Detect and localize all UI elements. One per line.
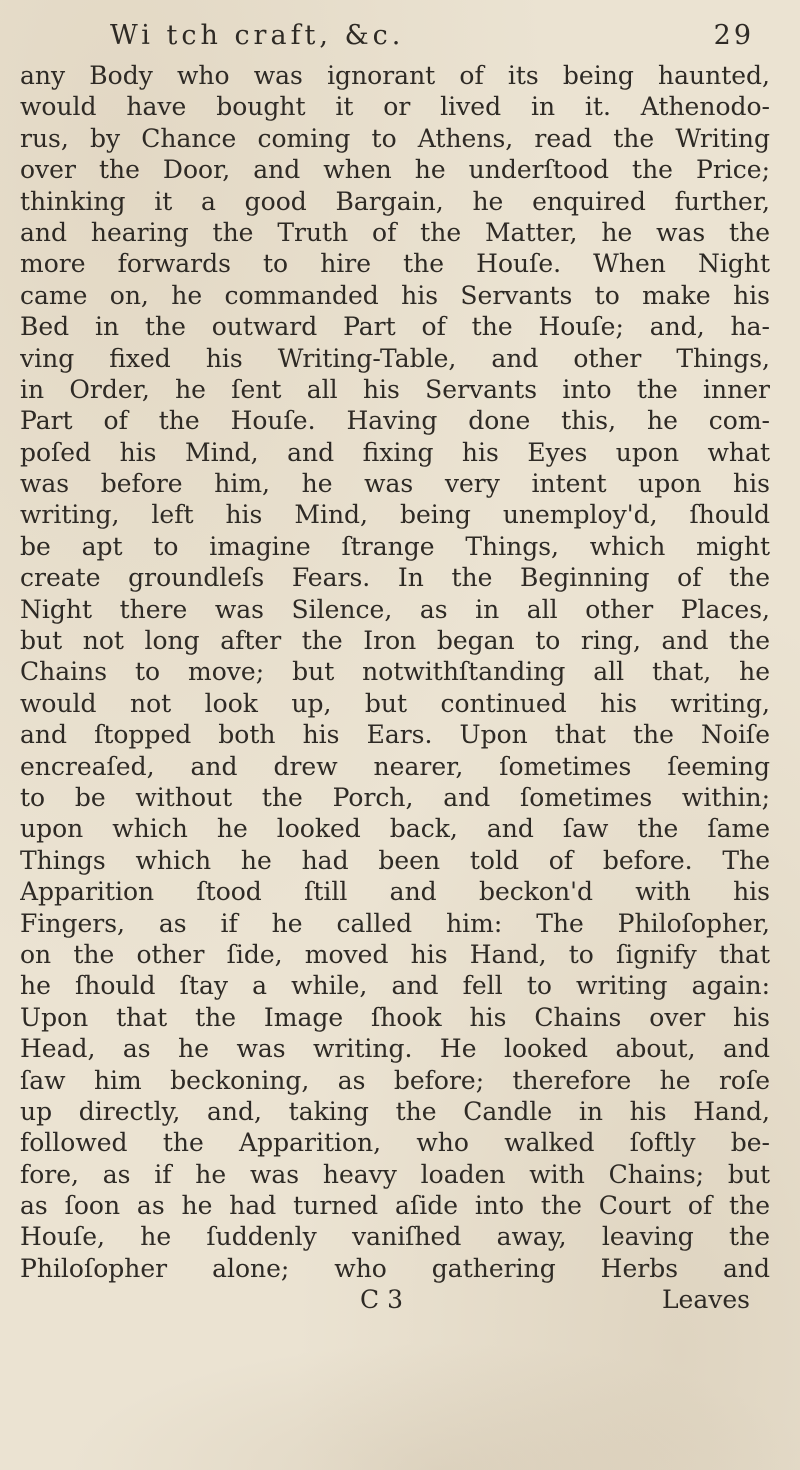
text-line: followed the Apparition, who walked ſoftly be- [20,1128,770,1158]
text-line: fore, as if he was heavy loaden with Chains; but [20,1159,770,1189]
text-line: thinking it a good Bargain, he enquired further, [20,186,770,216]
text-line: to be without the Porch, and ſometimes within; [20,782,770,812]
signature-mark: C 3 [360,1285,403,1315]
text-line: would have bought it or lived in it. Athenodo- [20,92,770,122]
text-line: Apparition ſtood ſtill and beckon'd with his [20,877,770,907]
body-text [20,60,770,1284]
text-line: ving fixed his Writing-Table, and other Things, [20,343,770,373]
text-line: Head, as he was writing. He looked about, and [20,1034,770,1064]
text-line: Bed in the outward Part of the Houſe; and, ha- [20,312,770,342]
text-line: as ſoon as he had turned aſide into the Court of the [20,1191,770,1221]
text-line: was before him, he was very intent upon his [20,469,770,499]
text-line: upon which he looked back, and ſaw the ſame [20,814,770,844]
text-line: more forwards to hire the Houſe. When Night [20,249,770,279]
paper-stain [0,1320,800,1470]
text-line: came on, he commanded his Servants to make his [20,280,770,310]
text-line: and ſtopped both his Ears. Upon that the Noiſe [20,720,770,750]
text-line: Chains to move; but notwithſtanding all that, he [20,657,770,687]
text-line: and hearing the Truth of the Matter, he was the [20,217,770,247]
text-line: any Body who was ignorant of its being haunted, [20,61,770,90]
text-line: encreaſed, and drew nearer, ſometimes ſeeming [20,751,770,781]
text-line: ſaw him beckoning, as before; therefore he roſe [20,1065,770,1095]
text-line: Upon that the Image ſhook his Chains over his [20,1002,770,1032]
text-line: Houſe, he ſuddenly vaniſhed away, leaving the [20,1222,770,1252]
text-line: Fingers, as if he called him: The Philoſopher, [20,908,770,938]
text-line: up directly, and, taking the Candle in his Hand, [20,1096,770,1126]
page-number: 29 [713,20,754,51]
text-line: Things which he had been told of before. The [20,845,770,875]
text-line: create groundleſs Fears. In the Beginning of the [20,563,770,593]
text-line: be apt to imagine ſtrange Things, which might [20,531,770,561]
text-line: Part of the Houſe. Having done this, he com- [20,406,770,436]
text-line: in Order, he ſent all his Servants into the inner [20,374,770,404]
catchword: Leaves [661,1285,750,1315]
text-line: poſed his Mind, and fixing his Eyes upon what [20,437,770,467]
text-line: over the Door, and when he underſtood the Price; [20,155,770,185]
text-line: would not look up, but continued his writing, [20,688,770,718]
text-line: writing, left his Mind, being unemploy'd, ſhould [20,500,770,530]
text-line: but not long after the Iron began to ring, and the [20,626,770,656]
running-head [20,14,770,60]
text-line: Philoſopher alone; who gathering Herbs and [20,1253,770,1283]
text-line: on the other ſide, moved his Hand, to ſignify that [20,939,770,969]
text-line: he ſhould ſtay a while, and fell to writing again: [20,971,770,1001]
running-title: Wi tch craft, &c. [110,20,405,51]
text-line: rus, by Chance coming to Athens, read the Writing [20,123,770,153]
text-line: Night there was Silence, as in all other Places, [20,594,770,624]
footer-line [20,1284,770,1315]
